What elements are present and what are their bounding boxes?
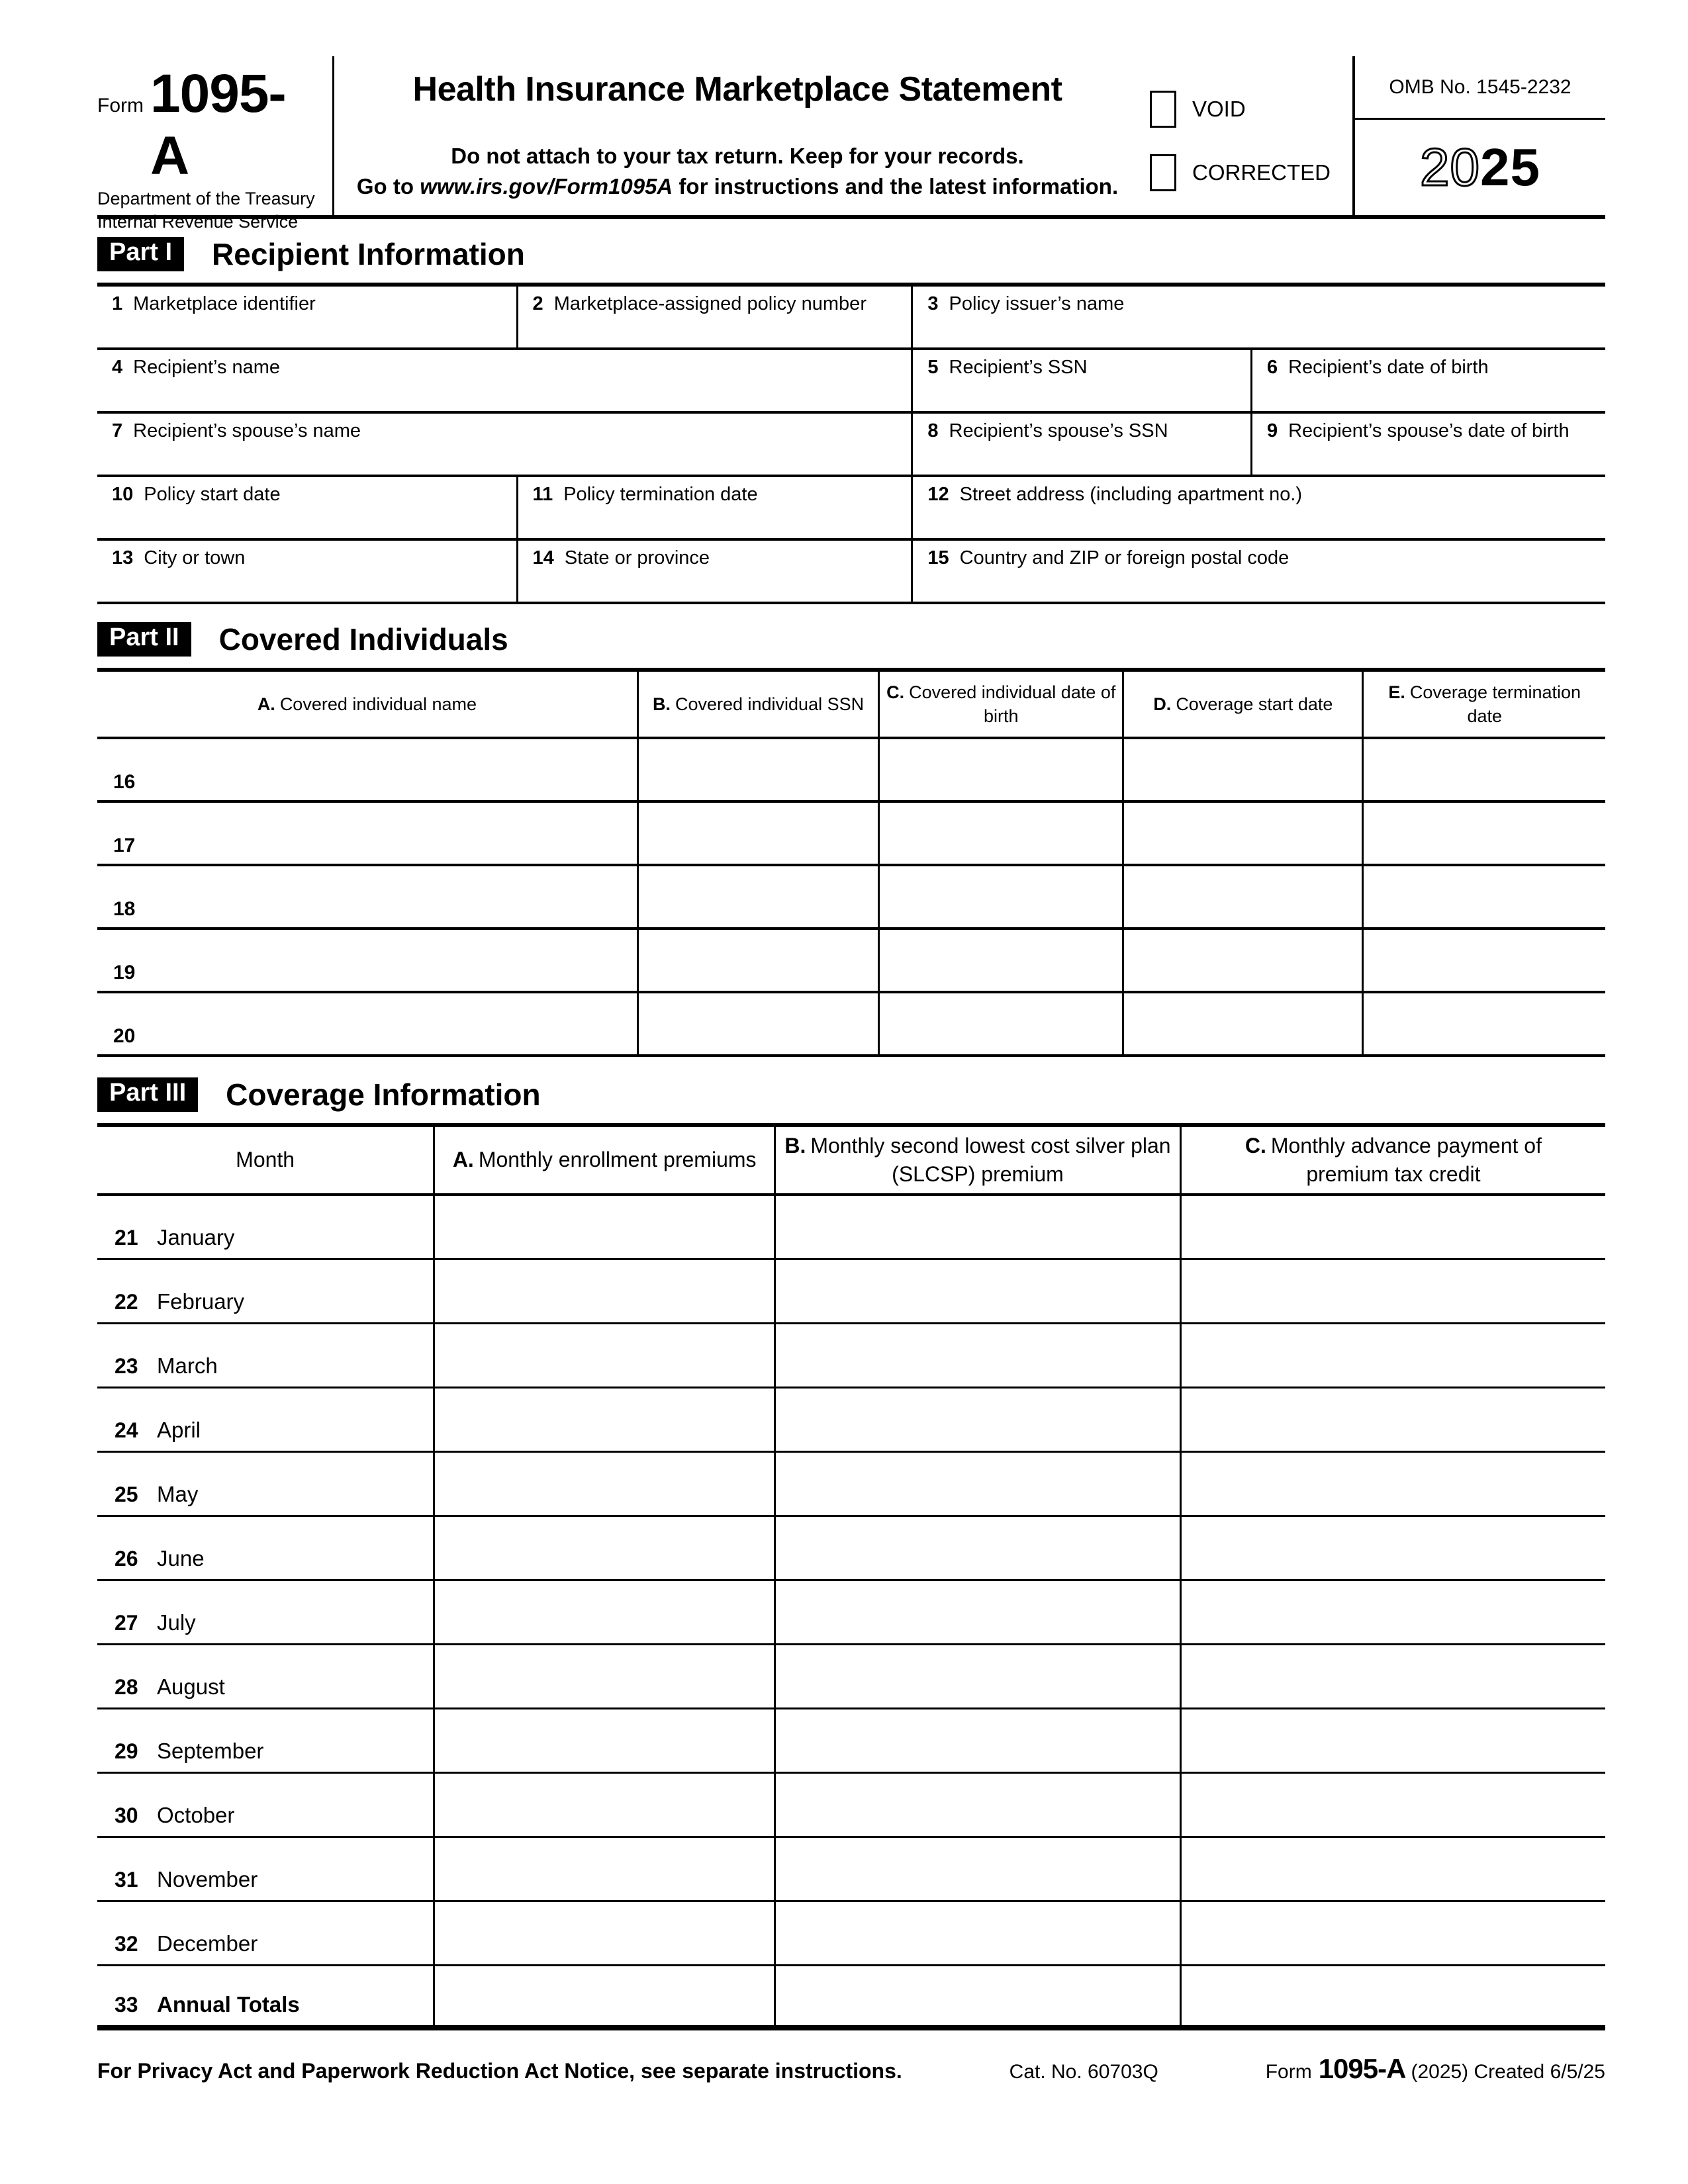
month-label: March xyxy=(157,1353,218,1378)
marketplace-identifier-field[interactable] xyxy=(97,287,518,347)
corrected-label: CORRECTED xyxy=(1192,160,1331,185)
premiums-cell[interactable] xyxy=(435,1260,776,1322)
col-header-coverage-termination xyxy=(1364,672,1605,737)
covered-name-cell[interactable] xyxy=(97,993,639,1054)
state-field[interactable] xyxy=(518,541,914,602)
table-row xyxy=(97,541,1605,604)
aptc-cell[interactable] xyxy=(1182,1324,1605,1387)
month-row-may xyxy=(97,1453,1605,1517)
field-label: Street address (including apartment no.) xyxy=(959,484,1303,505)
street-address-field[interactable] xyxy=(913,477,1605,538)
month-label-cell xyxy=(97,1902,435,1964)
part2-table xyxy=(97,668,1605,1057)
field-label: Country and ZIP or foreign postal code xyxy=(959,547,1289,569)
aptc-cell[interactable] xyxy=(1182,1517,1605,1579)
slcsp-cell[interactable] xyxy=(776,1196,1182,1258)
slcsp-cell[interactable] xyxy=(776,1838,1182,1900)
privacy-act-notice: For Privacy Act and Paperwork Reduction Act Notice, see separate instructions. xyxy=(97,2059,902,2083)
covered-name-cell[interactable] xyxy=(97,803,639,864)
field-number: 7 xyxy=(112,420,123,441)
coverage-start-cell[interactable] xyxy=(1124,739,1364,800)
col-letter: A. xyxy=(452,1148,474,1172)
premiums-cell[interactable] xyxy=(435,1324,776,1387)
aptc-cell[interactable] xyxy=(1182,1581,1605,1643)
tax-year xyxy=(1355,120,1605,215)
slcsp-cell[interactable] xyxy=(776,1645,1182,1707)
premiums-cell[interactable] xyxy=(435,1645,776,1707)
col-letter: A. xyxy=(257,694,275,714)
col-header-enrollment-premiums xyxy=(435,1127,776,1193)
month-label: January xyxy=(157,1225,235,1250)
part3-table xyxy=(97,1123,1605,2030)
premiums-cell[interactable] xyxy=(435,1453,776,1515)
col-text: Coverage start date xyxy=(1176,694,1333,714)
slcsp-cell[interactable] xyxy=(776,1966,1182,2025)
month-row-june xyxy=(97,1517,1605,1581)
aptc-cell[interactable] xyxy=(1182,1709,1605,1772)
covered-individual-row-17 xyxy=(97,803,1605,866)
catalog-number: Cat. No. 60703Q xyxy=(1009,2061,1158,2083)
part2-section-head xyxy=(97,621,1605,657)
spouse-ssn-field[interactable] xyxy=(913,414,1252,475)
col-text: Covered individual name xyxy=(279,694,477,714)
void-check-row xyxy=(1150,91,1331,128)
recipient-name-field[interactable] xyxy=(97,350,913,411)
part3-section-head xyxy=(97,1077,1605,1113)
policy-start-field[interactable] xyxy=(97,477,518,538)
irs-url-text: www.irs.gov/Form1095A xyxy=(420,174,673,199)
void-checkbox[interactable] xyxy=(1150,91,1176,128)
part1-section-head xyxy=(97,236,1605,272)
col-text: Month xyxy=(236,1148,295,1172)
row-number: 29 xyxy=(115,1739,138,1763)
status-checkboxes xyxy=(1150,91,1331,218)
part3-badge: Part III xyxy=(97,1077,198,1113)
annual-totals-row xyxy=(97,1966,1605,2030)
coverage-start-cell[interactable] xyxy=(1124,866,1364,927)
field-number: 8 xyxy=(927,420,939,441)
void-label: VOID xyxy=(1192,97,1246,121)
row-number: 30 xyxy=(115,1803,138,1827)
year-bold-digits: 25 xyxy=(1480,138,1540,197)
part1-badge: Part I xyxy=(97,237,184,272)
field-label: State or province xyxy=(564,547,710,569)
form-footer xyxy=(97,2053,1605,2085)
table-row xyxy=(97,287,1605,350)
month-row-october xyxy=(97,1774,1605,1838)
slcsp-cell[interactable] xyxy=(776,1774,1182,1836)
premiums-cell[interactable] xyxy=(435,1902,776,1964)
covered-dob-cell[interactable] xyxy=(880,739,1124,800)
month-label-cell xyxy=(97,1645,435,1707)
irs-label: Internal Revenue Service xyxy=(97,212,299,232)
col-header-coverage-start xyxy=(1124,672,1364,737)
covered-dob-cell[interactable] xyxy=(880,993,1124,1054)
slcsp-cell[interactable] xyxy=(776,1902,1182,1964)
aptc-cell[interactable] xyxy=(1182,1902,1605,1964)
spouse-dob-field[interactable] xyxy=(1252,414,1605,475)
month-label-cell xyxy=(97,1966,435,2025)
do-not-attach-note: Do not attach to your tax return. Keep for your records. xyxy=(451,144,1024,168)
corrected-checkbox[interactable] xyxy=(1150,154,1176,191)
covered-individual-row-18 xyxy=(97,866,1605,930)
slcsp-cell[interactable] xyxy=(776,1453,1182,1515)
month-label: June xyxy=(157,1546,205,1570)
col-letter: D. xyxy=(1153,694,1172,714)
slcsp-cell[interactable] xyxy=(776,1324,1182,1387)
slcsp-cell[interactable] xyxy=(776,1388,1182,1451)
field-number: 3 xyxy=(927,293,939,314)
month-label-cell xyxy=(97,1196,435,1258)
field-label: Policy issuer’s name xyxy=(949,293,1125,314)
month-label-cell xyxy=(97,1838,435,1900)
coverage-start-cell[interactable] xyxy=(1124,930,1364,991)
row-number: 32 xyxy=(115,1932,138,1956)
goto-prefix: Go to xyxy=(356,174,420,199)
covered-ssn-cell[interactable] xyxy=(639,866,880,927)
part2-header-row xyxy=(97,672,1605,739)
month-label: November xyxy=(157,1867,258,1891)
policy-number-field[interactable] xyxy=(518,287,914,347)
covered-dob-cell[interactable] xyxy=(880,803,1124,864)
row-number: 25 xyxy=(115,1482,138,1506)
premiums-cell[interactable] xyxy=(435,1774,776,1836)
month-label: May xyxy=(157,1482,199,1506)
col-text: Monthly enrollment premiums xyxy=(478,1148,757,1172)
field-label: Marketplace identifier xyxy=(133,293,316,314)
footer-form-number: 1095-A xyxy=(1318,2053,1406,2084)
col-header-advance-payment xyxy=(1182,1127,1605,1193)
month-row-july xyxy=(97,1581,1605,1645)
month-row-january xyxy=(97,1196,1605,1260)
coverage-termination-cell[interactable] xyxy=(1364,930,1605,991)
month-label: October xyxy=(157,1803,235,1827)
field-number: 15 xyxy=(927,547,949,569)
part3-title: Coverage Information xyxy=(226,1077,541,1112)
field-number: 12 xyxy=(927,484,949,505)
goto-instructions-note xyxy=(341,174,1134,199)
table-row xyxy=(97,477,1605,541)
covered-individual-row-16 xyxy=(97,739,1605,803)
aptc-cell[interactable] xyxy=(1182,1260,1605,1322)
col-text: Monthly advance payment of premium tax credit xyxy=(1270,1133,1542,1186)
premiums-cell[interactable] xyxy=(435,1196,776,1258)
aptc-cell[interactable] xyxy=(1182,1838,1605,1900)
row-number: 22 xyxy=(115,1290,138,1314)
covered-ssn-cell[interactable] xyxy=(639,739,880,800)
table-row xyxy=(97,350,1605,414)
corrected-check-row xyxy=(1150,154,1331,191)
month-label: February xyxy=(157,1289,245,1314)
row-number: 28 xyxy=(115,1675,138,1699)
row-number: 23 xyxy=(115,1354,138,1378)
col-text: Covered individual date of birth xyxy=(909,682,1116,726)
month-label: December xyxy=(157,1931,258,1956)
covered-dob-cell[interactable] xyxy=(880,930,1124,991)
covered-name-cell[interactable] xyxy=(97,739,639,800)
row-number: 19 xyxy=(113,962,136,983)
field-number: 5 xyxy=(927,357,939,378)
col-header-month xyxy=(97,1127,435,1193)
covered-individual-row-20 xyxy=(97,993,1605,1057)
aptc-cell[interactable] xyxy=(1182,1966,1605,2025)
field-label: Recipient’s name xyxy=(133,357,281,378)
form-header xyxy=(97,56,1605,232)
part2-badge: Part II xyxy=(97,622,191,657)
month-label: September xyxy=(157,1739,264,1763)
coverage-termination-cell[interactable] xyxy=(1364,739,1605,800)
col-text: Coverage termination date xyxy=(1409,682,1581,726)
footer-form-word: Form xyxy=(1265,2061,1312,2083)
field-label: Recipient’s date of birth xyxy=(1288,357,1489,378)
row-number: 20 xyxy=(113,1025,136,1047)
year-outline-digits: 20 xyxy=(1420,138,1480,197)
table-row xyxy=(97,414,1605,477)
field-label: Recipient’s spouse’s date of birth xyxy=(1288,420,1570,441)
col-text: Monthly second lowest cost silver plan (SLCSP) premium xyxy=(810,1133,1171,1186)
footer-form-suffix: (2025) Created 6/5/25 xyxy=(1411,2061,1605,2083)
slcsp-cell[interactable] xyxy=(776,1260,1182,1322)
month-label-cell xyxy=(97,1709,435,1772)
field-number: 4 xyxy=(112,357,123,378)
col-letter: B. xyxy=(652,694,671,714)
coverage-start-cell[interactable] xyxy=(1124,803,1364,864)
field-number: 11 xyxy=(532,484,553,505)
row-number: 17 xyxy=(113,835,136,856)
month-label-cell xyxy=(97,1774,435,1836)
form-number-line xyxy=(97,63,316,187)
month-label-cell xyxy=(97,1388,435,1451)
policy-issuer-field[interactable] xyxy=(913,287,1605,347)
form-word-label: Form xyxy=(97,95,144,116)
row-number: 21 xyxy=(115,1226,138,1250)
coverage-start-cell[interactable] xyxy=(1124,993,1364,1054)
col-header-slcsp-premium xyxy=(776,1127,1182,1193)
form-content xyxy=(97,56,1605,2085)
premiums-cell[interactable] xyxy=(435,1581,776,1643)
covered-ssn-cell[interactable] xyxy=(639,930,880,991)
field-label: Policy start date xyxy=(144,484,281,505)
aptc-cell[interactable] xyxy=(1182,1645,1605,1707)
part1-table xyxy=(97,283,1605,604)
row-number: 18 xyxy=(113,898,136,920)
agency-block xyxy=(97,187,316,234)
col-letter: C. xyxy=(886,682,905,702)
goto-suffix: for instructions and the latest information. xyxy=(673,174,1119,199)
month-label-cell xyxy=(97,1453,435,1515)
month-row-november xyxy=(97,1838,1605,1902)
premiums-cell[interactable] xyxy=(435,1838,776,1900)
row-number: 33 xyxy=(115,1993,138,2017)
row-number: 16 xyxy=(113,771,136,793)
slcsp-cell[interactable] xyxy=(776,1581,1182,1643)
omb-year-box xyxy=(1352,56,1605,215)
field-label: City or town xyxy=(144,547,246,569)
row-number: 24 xyxy=(115,1418,138,1442)
month-row-march xyxy=(97,1324,1605,1388)
coverage-termination-cell[interactable] xyxy=(1364,993,1605,1054)
aptc-cell[interactable] xyxy=(1182,1196,1605,1258)
part2-title: Covered Individuals xyxy=(218,622,508,657)
covered-ssn-cell[interactable] xyxy=(639,993,880,1054)
field-label: Recipient’s spouse’s name xyxy=(133,420,361,441)
row-number: 27 xyxy=(115,1611,138,1635)
col-letter: B. xyxy=(784,1133,806,1158)
month-row-february xyxy=(97,1260,1605,1324)
slcsp-cell[interactable] xyxy=(776,1709,1182,1772)
col-text: Covered individual SSN xyxy=(675,694,865,714)
omb-number: OMB No. 1545-2232 xyxy=(1355,56,1605,120)
row-number: 26 xyxy=(115,1547,138,1570)
month-label-cell xyxy=(97,1260,435,1322)
field-label: Recipient’s SSN xyxy=(949,357,1088,378)
premiums-cell[interactable] xyxy=(435,1388,776,1451)
part3-header-row xyxy=(97,1127,1605,1196)
city-field[interactable] xyxy=(97,541,518,602)
premiums-cell[interactable] xyxy=(435,1966,776,2025)
recipient-dob-field[interactable] xyxy=(1252,350,1605,411)
month-row-august xyxy=(97,1645,1605,1709)
department-label: Department of the Treasury xyxy=(97,189,315,208)
field-label: Marketplace-assigned policy number xyxy=(553,293,867,314)
slcsp-cell[interactable] xyxy=(776,1517,1182,1579)
field-number: 10 xyxy=(112,484,134,505)
month-row-september xyxy=(97,1709,1605,1774)
coverage-termination-cell[interactable] xyxy=(1364,866,1605,927)
field-number: 13 xyxy=(112,547,134,569)
policy-termination-field[interactable] xyxy=(518,477,914,538)
row-number: 31 xyxy=(115,1868,138,1891)
premiums-cell[interactable] xyxy=(435,1517,776,1579)
col-letter: E. xyxy=(1388,682,1405,702)
field-label: Recipient’s spouse’s SSN xyxy=(949,420,1168,441)
aptc-cell[interactable] xyxy=(1182,1453,1605,1515)
spouse-name-field[interactable] xyxy=(97,414,913,475)
month-label: April xyxy=(157,1418,201,1442)
field-number: 14 xyxy=(532,547,554,569)
month-label: July xyxy=(157,1610,196,1635)
recipient-ssn-field[interactable] xyxy=(913,350,1252,411)
annual-totals-label: Annual Totals xyxy=(157,1992,300,2017)
month-label-cell xyxy=(97,1517,435,1579)
aptc-cell[interactable] xyxy=(1182,1774,1605,1836)
form-number-label: 1095-A xyxy=(150,64,286,186)
field-number: 2 xyxy=(532,293,543,314)
aptc-cell[interactable] xyxy=(1182,1388,1605,1451)
month-row-december xyxy=(97,1902,1605,1966)
month-row-april xyxy=(97,1388,1605,1453)
field-number: 1 xyxy=(112,293,123,314)
month-label: August xyxy=(157,1674,225,1699)
field-number: 6 xyxy=(1266,357,1278,378)
col-header-covered-ssn xyxy=(639,672,880,737)
col-header-covered-dob xyxy=(880,672,1124,737)
col-letter: C. xyxy=(1244,1133,1266,1158)
covered-ssn-cell[interactable] xyxy=(639,803,880,864)
coverage-termination-cell[interactable] xyxy=(1364,803,1605,864)
footer-form-id xyxy=(1266,2053,1605,2085)
covered-name-cell[interactable] xyxy=(97,866,639,927)
page-title: Health Insurance Marketplace Statement xyxy=(412,70,1062,109)
month-label-cell xyxy=(97,1581,435,1643)
col-header-covered-name xyxy=(97,672,639,737)
field-label: Policy termination date xyxy=(563,484,758,505)
field-number: 9 xyxy=(1266,420,1278,441)
country-zip-field[interactable] xyxy=(913,541,1605,602)
month-label-cell xyxy=(97,1324,435,1387)
covered-dob-cell[interactable] xyxy=(880,866,1124,927)
part1-title: Recipient Information xyxy=(212,237,525,271)
form-identity-block xyxy=(97,56,334,232)
premiums-cell[interactable] xyxy=(435,1709,776,1772)
covered-individual-row-19 xyxy=(97,930,1605,993)
covered-name-cell[interactable] xyxy=(97,930,639,991)
